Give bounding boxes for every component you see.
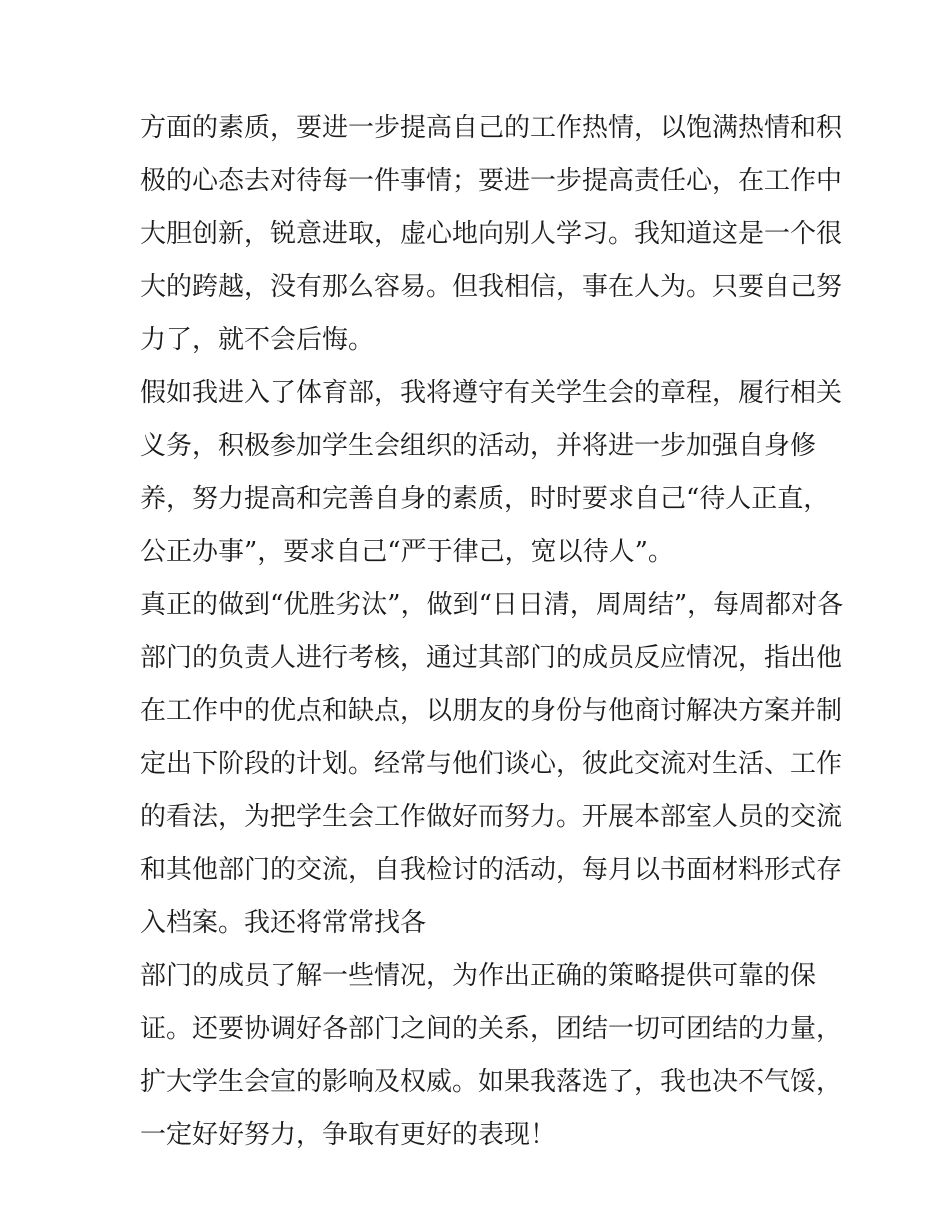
text-line: 证。还要协调好各部门之间的关系，团结一切可团结的力量，: [140, 1014, 843, 1044]
text-line: 义务，积极参加学生会组织的活动，并将进一步加强自身修: [140, 431, 817, 461]
text-line: 在工作中的优点和缺点，以朋友的身份与他商讨解决方案并制: [140, 696, 843, 726]
text-line: 扩大学生会宣的影响及权威。如果我落选了，我也决不气馁，: [140, 1067, 843, 1097]
text-line: 方面的素质，要进一步提高自己的工作热情，以饱满热情和积: [140, 113, 843, 143]
text-line: 定出下阶段的计划。经常与他们谈心，彼此交流对生活、工作: [140, 749, 843, 779]
text-line: 大的跨越，没有那么容易。但我相信，事在人为。只要自己努: [140, 272, 843, 302]
text-line: 的看法，为把学生会工作做好而努力。开展本部室人员的交流: [140, 802, 843, 832]
text-line: 部门的负责人进行考核，通过其部门的成员反应情况，指出他: [140, 643, 843, 673]
text-line: 部门的成员了解一些情况，为作出正确的策略提供可靠的保: [140, 961, 817, 991]
text-line: 真正的做到“优胜劣汰”，做到“日日清，周周结”，每周都对各: [140, 590, 844, 620]
text-line: 公正办事”，要求自己“严于律己，宽以待人”。: [140, 537, 674, 567]
text-line: 入档案。我还将常常找各: [140, 908, 427, 938]
text-line: 养，努力提高和完善自身的素质，时时要求自己“待人正直，: [140, 484, 830, 514]
text-line: 一定好好努力，争取有更好的表现！: [140, 1120, 557, 1150]
text-line: 极的心态去对待每一件事情；要进一步提高责任心，在工作中: [140, 166, 843, 196]
text-line: 力了，就不会后悔。: [140, 325, 375, 355]
text-line: 假如我进入了体育部，我将遵守有关学生会的章程，履行相关: [140, 378, 843, 408]
text-line: 和其他部门的交流，自我检讨的活动，每月以书面材料形式存: [140, 855, 843, 885]
text-line: 大胆创新，锐意进取，虚心地向别人学习。我知道这是一个很: [140, 219, 843, 249]
